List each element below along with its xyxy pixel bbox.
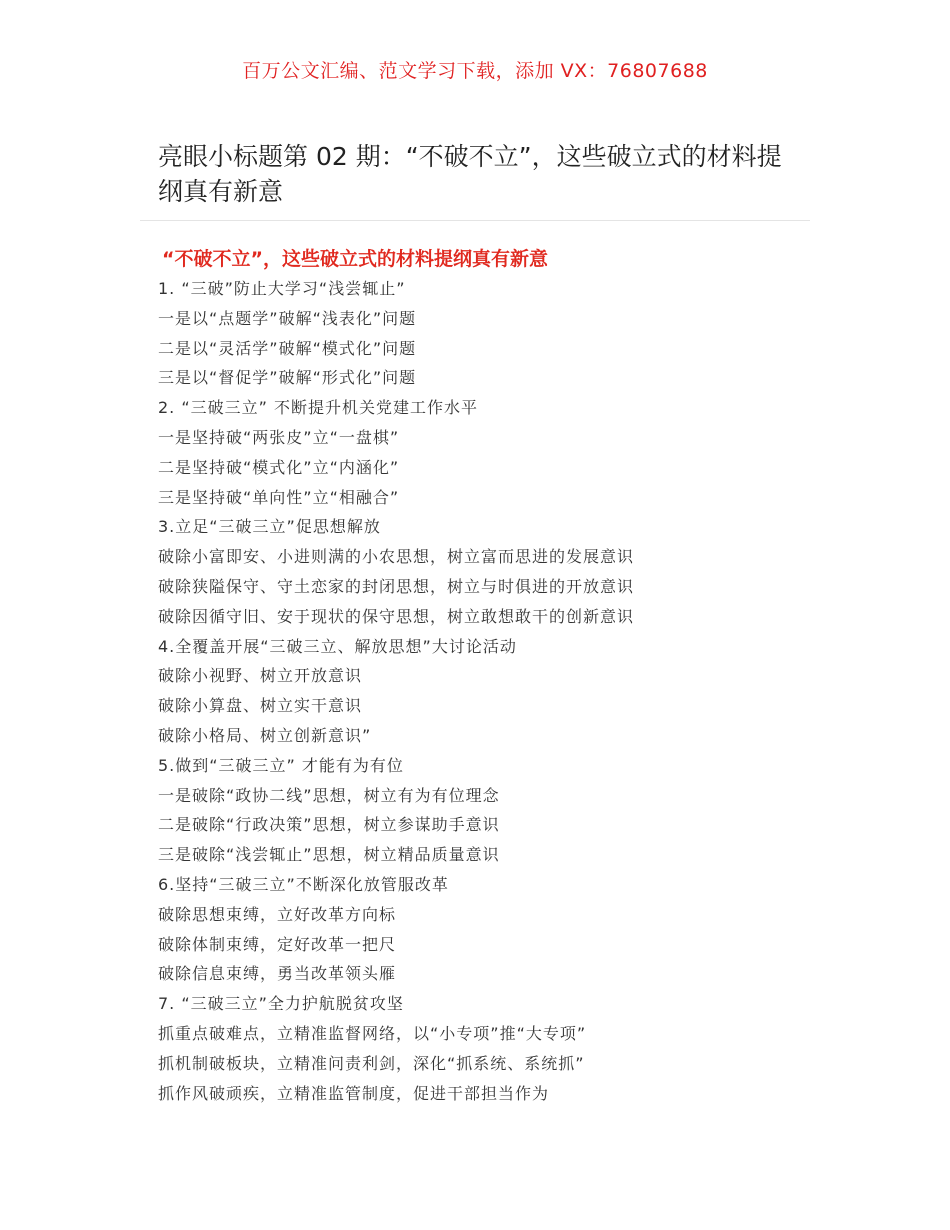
- article-title: 亮眼小标题第 02 期：“不破不立”，这些破立式的材料提纲真有新意: [158, 142, 782, 206]
- outline-line: 一是坚持破“两张皮”立“一盘棋”: [158, 427, 400, 447]
- outline-line: 2. “三破三立” 不断提升机关党建工作水平: [158, 398, 479, 418]
- promo-banner: 百万公文汇编、范文学习下载，添加 VX：76807688: [242, 60, 708, 82]
- outline-line: 破除小视野、树立开放意识: [158, 666, 363, 686]
- outline-line: 3.立足“三破三立”促思想解放: [158, 517, 381, 537]
- outline-line: 一是破除“政协二线”思想，树立有为有位理念: [158, 785, 500, 805]
- outline-line: 破除小富即安、小进则满的小农思想，树立富而思进的发展意识: [158, 547, 635, 567]
- outline-line: 二是坚持破“模式化”立“内涵化”: [158, 457, 400, 477]
- outline-line: 二是以“灵活学”破解“模式化”问题: [158, 338, 417, 358]
- outline-line: 破除体制束缚，定好改革一把尺: [158, 934, 397, 954]
- title-divider: [140, 220, 810, 221]
- outline-line: 三是以“督促学”破解“形式化”问题: [158, 368, 417, 388]
- outline-line: 破除小算盘、树立实干意识: [158, 696, 363, 716]
- outline-line: 三是破除“浅尝辄止”思想，树立精品质量意识: [158, 845, 500, 865]
- outline-line: 抓重点破难点，立精准监督网络，以“小专项”推“大专项”: [158, 1023, 587, 1043]
- outline-line: 三是坚持破“单向性”立“相融合”: [158, 487, 400, 507]
- outline-line: 破除思想束缚，立好改革方向标: [158, 904, 397, 924]
- outline-line: 6.坚持“三破三立”不断深化放管服改革: [158, 874, 449, 894]
- outline-line: 5.做到“三破三立” 才能有为有位: [158, 755, 404, 775]
- outline-line: 4.全覆盖开展“三破三立、解放思想”大讨论活动: [158, 636, 517, 656]
- outline-line: 抓机制破板块，立精准问责利剑，深化“抓系统、系统抓”: [158, 1053, 585, 1073]
- outline-line: 破除小格局、树立创新意识”: [158, 725, 372, 745]
- article-subtitle: “不破不立”，这些破立式的材料提纲真有新意: [162, 248, 548, 270]
- outline-line: 7. “三破三立”全力护航脱贫攻坚: [158, 994, 404, 1014]
- outline-line: 一是以“点题学”破解“浅表化”问题: [158, 308, 417, 328]
- outline-line: 破除狭隘保守、守土恋家的封闭思想，树立与时俱进的开放意识: [158, 576, 635, 596]
- outline-line: 破除信息束缚，勇当改革领头雁: [158, 964, 397, 984]
- outline-line: 二是破除“行政决策”思想，树立参谋助手意识: [158, 815, 500, 835]
- outline-line: 抓作风破顽疾，立精准监管制度，促进干部担当作为: [158, 1083, 550, 1103]
- outline-line: 1. “三破”防止大学习“浅尝辄止”: [158, 279, 406, 298]
- outline-line: 破除因循守旧、安于现状的保守思想，树立敢想敢干的创新意识: [158, 606, 635, 626]
- article-body: [158, 244, 798, 1108]
